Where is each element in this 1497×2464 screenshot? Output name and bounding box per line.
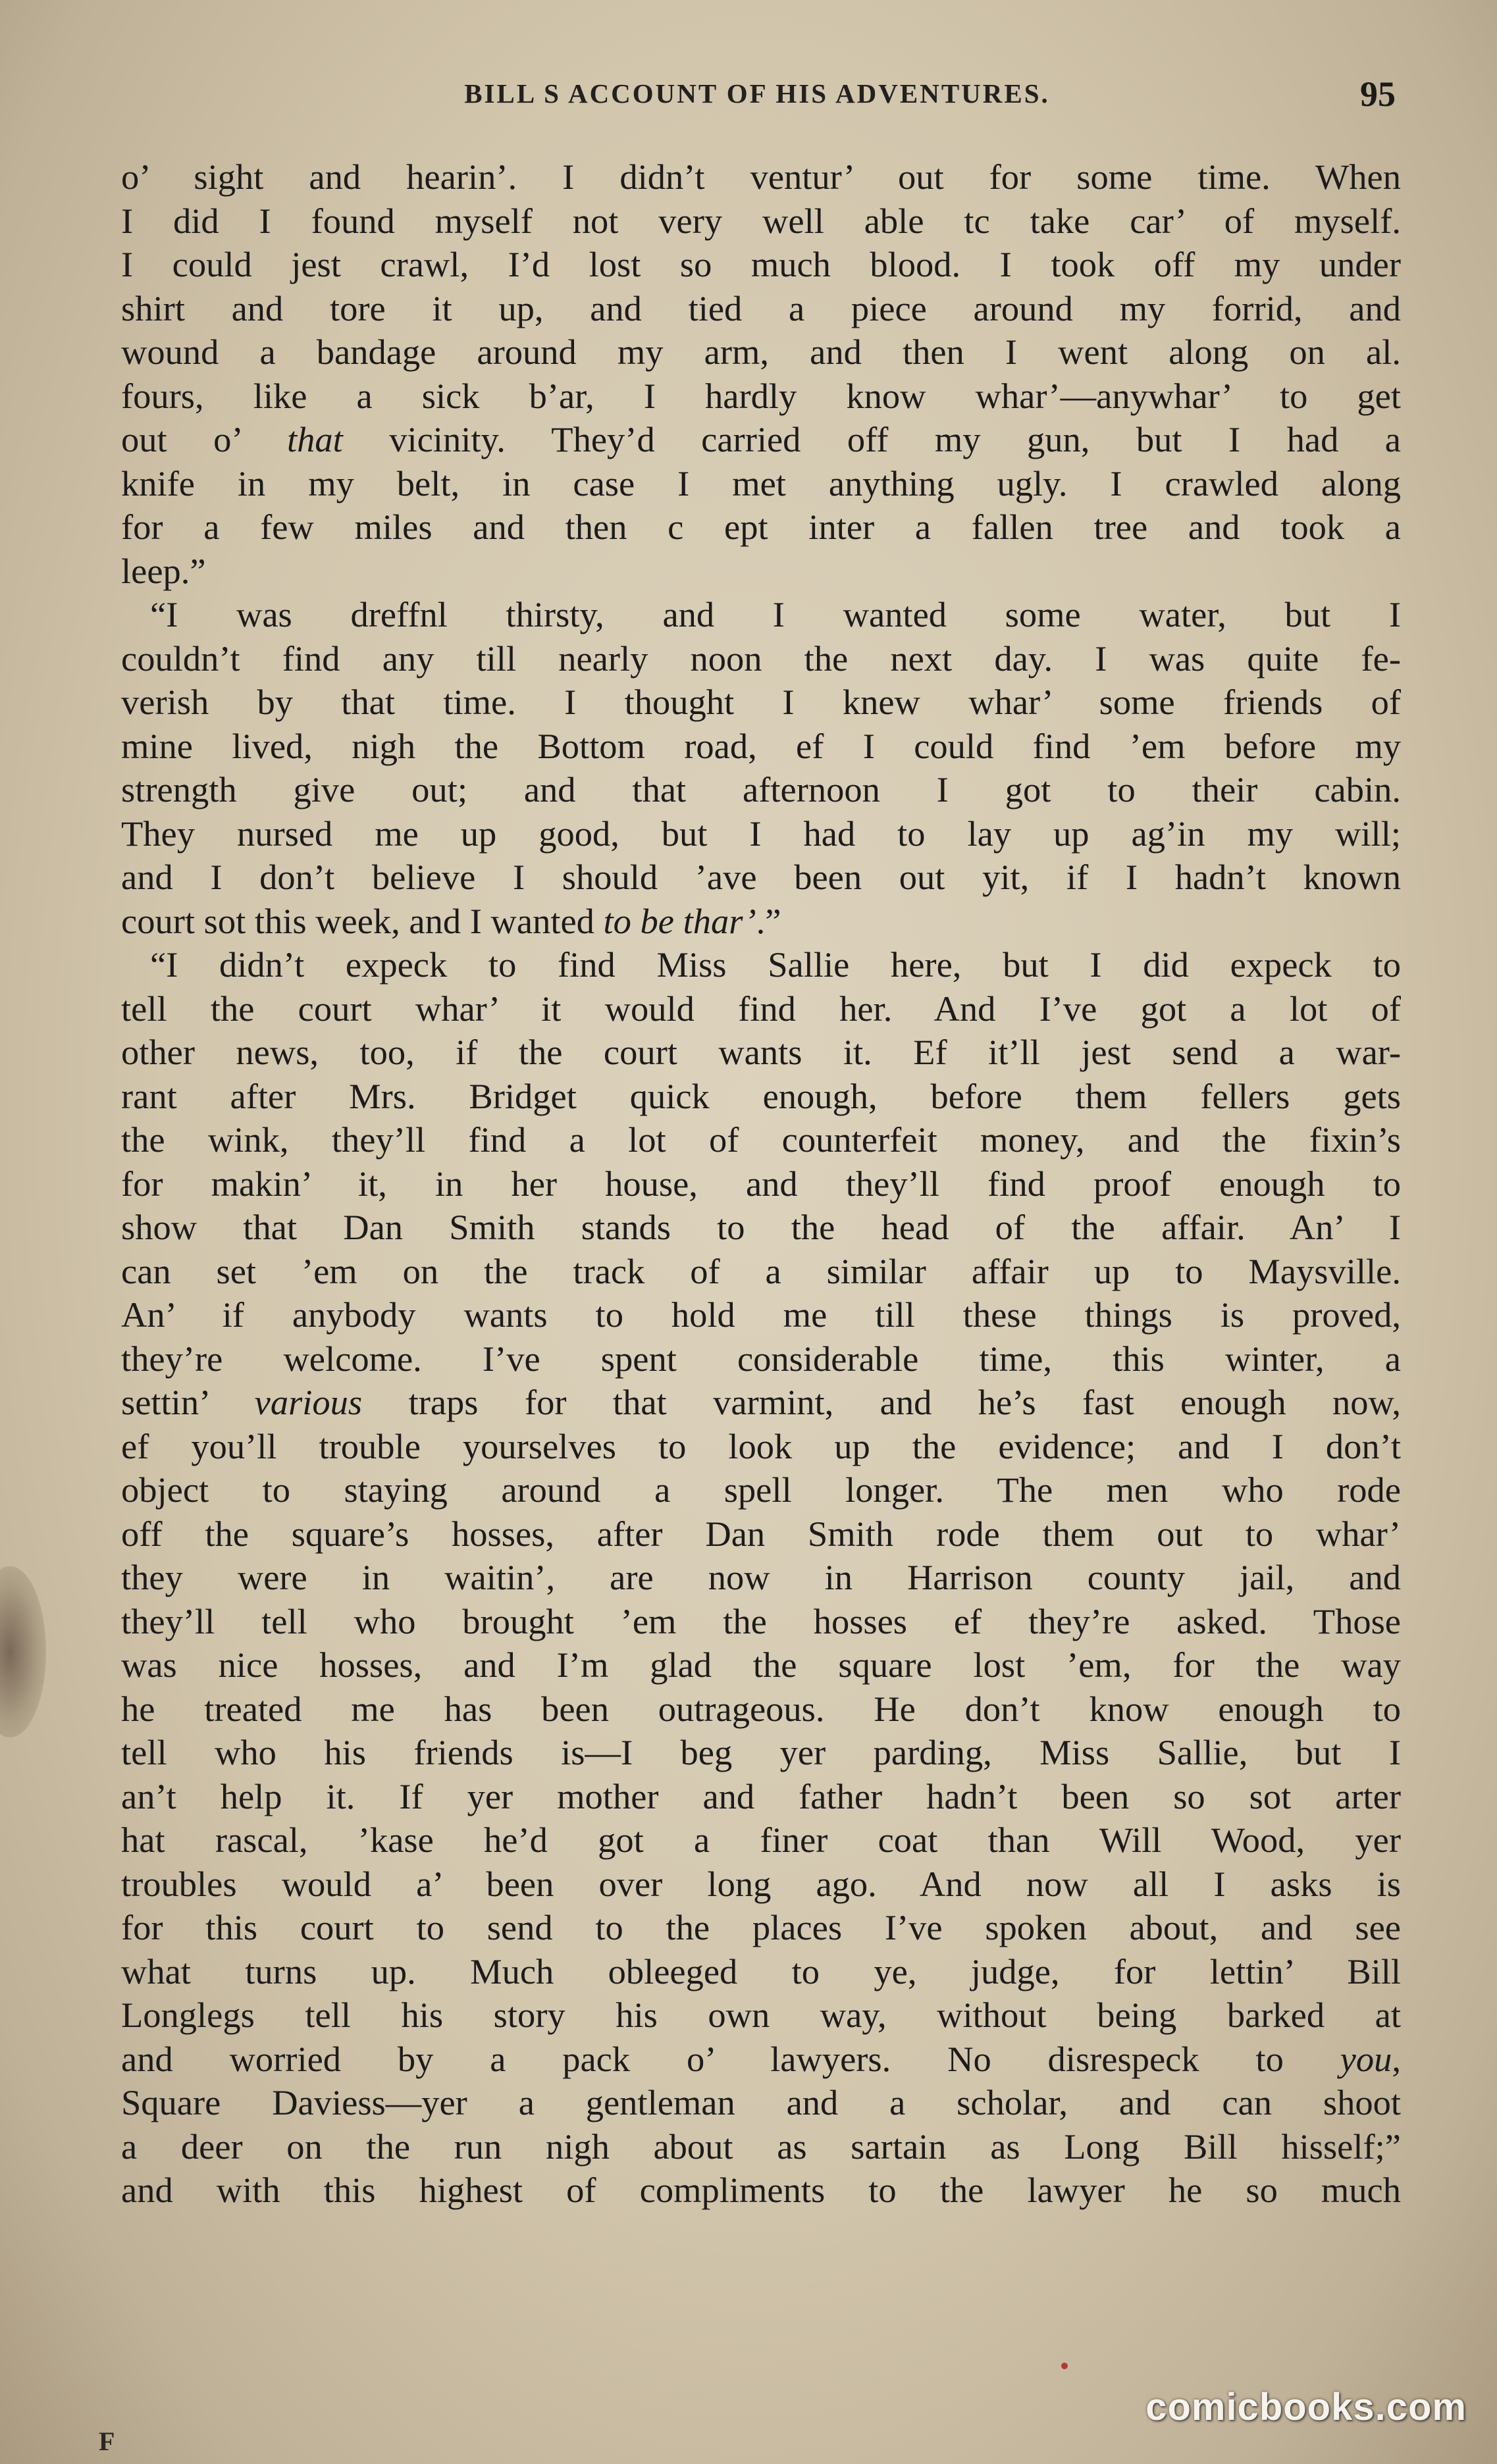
- text-segment: I could jest crawl, I’d lost so much blood. I took off my under: [121, 244, 1401, 284]
- text-segment: strength give out; and that afternoon I got to their cabin.: [121, 769, 1401, 809]
- page-number: 95: [1360, 74, 1396, 114]
- text-segment: “I was dreffnl thirsty, and I wanted some water, but I: [150, 594, 1401, 634]
- text-segment: for a few miles and then c ept inter a fallen tree and took a: [121, 507, 1401, 547]
- text-segment: can set ’em on the track of a similar affair up to Maysville.: [121, 1250, 1401, 1291]
- text-line: [121, 725, 1401, 769]
- text-segment: fours, like a sick b’ar, I hardly know whar’—anywhar’ to get: [121, 375, 1401, 416]
- text-line: [121, 1031, 1401, 1075]
- text-segment: was nice hosses, and I’m glad the square lost ’em, for the way: [121, 1645, 1401, 1685]
- text-line: [121, 1731, 1401, 1775]
- text-segment: and I don’t believe I should ’ave been out yit, if I hadn’t known: [121, 857, 1401, 897]
- text-segment: other news, too, if the court wants it. Ef it’ll jest send a war-: [121, 1032, 1401, 1072]
- italic-text: various: [254, 1382, 363, 1422]
- text-segment: and with this highest of compliments to the lawyer he so much: [121, 2170, 1401, 2210]
- text-line: [121, 374, 1401, 419]
- text-segment: ef you’ll trouble yourselves to look up the evidence; and I don’t: [121, 1425, 1401, 1466]
- text-line: [121, 243, 1401, 287]
- italic-text: you: [1340, 2038, 1392, 2079]
- text-segment: for makin’ it, in her house, and they’ll find proof enough to: [121, 1163, 1401, 1204]
- text-segment: tell the court whar’ it would find her. And I’ve got a lot of: [121, 988, 1401, 1029]
- text-segment: shirt and tore it up, and tied a piece around my forrid, and: [121, 288, 1401, 328]
- text-segment: They nursed me up good, but I had to lay up ag’in my will;: [121, 813, 1401, 854]
- text-segment: troubles would a’ been over long ago. And now all I asks is: [121, 1863, 1401, 1904]
- text-line: [121, 505, 1401, 550]
- text-line: [121, 2169, 1401, 2213]
- text-segment: traps for that varmint, and he’s fast enough now,: [362, 1382, 1401, 1422]
- text-segment: show that Dan Smith stands to the head of the affair. An’ I: [121, 1207, 1401, 1247]
- text-segment: o’ sight and hearin’. I didn’t ventur’ out for some time. When: [121, 157, 1401, 197]
- text-segment: tell who his friends is—I beg yer parding, Miss Sallie, but I: [121, 1732, 1401, 1772]
- text-segment: an’t help it. If yer mother and father hadn’t been so sot arter: [121, 1776, 1401, 1816]
- running-head: BILL S ACCOUNT OF HIS ADVENTURES.: [464, 78, 1050, 109]
- text-line: [121, 593, 1401, 637]
- text-segment: leep.”: [121, 550, 206, 591]
- text-segment: a deer on the run nigh about as sartain as Long Bill hisself;”: [121, 2126, 1401, 2167]
- text-line: [121, 1118, 1401, 1162]
- text-line: [121, 1906, 1401, 1950]
- text-segment: hat rascal, ’kase he’d got a finer coat than Will Wood, yer: [121, 1820, 1401, 1860]
- text-segment: they’re welcome. I’ve spent considerable time, this winter, a: [121, 1338, 1401, 1379]
- italic-text: to be thar’: [603, 900, 756, 941]
- text-line: [121, 1250, 1401, 1294]
- text-line: [121, 1993, 1401, 2038]
- text-line: [121, 637, 1401, 681]
- text-line: [121, 900, 1401, 944]
- text-line: [121, 1512, 1401, 1556]
- text-line: [121, 418, 1401, 462]
- text-segment: mine lived, nigh the Bottom road, ef I could find ’em before my: [121, 725, 1401, 766]
- text-line: [121, 1818, 1401, 1862]
- text-segment: ,: [1392, 2038, 1401, 2079]
- text-line: [121, 330, 1401, 374]
- body-text: [121, 155, 1401, 2213]
- text-segment: couldn’t find any till nearly noon the next day. I was quite fe-: [121, 638, 1401, 679]
- text-segment: I did I found myself not very well able tc take car’ of myself.: [121, 200, 1401, 241]
- text-line: [121, 856, 1401, 900]
- text-line: [121, 1075, 1401, 1119]
- text-line: [121, 987, 1401, 1031]
- text-line: [121, 812, 1401, 856]
- text-line: [121, 768, 1401, 812]
- text-line: [121, 462, 1401, 506]
- page-header: [118, 74, 1396, 130]
- text-segment: settin’: [121, 1382, 255, 1422]
- text-line: [121, 1162, 1401, 1206]
- text-segment: they were in waitin’, are now in Harrison county jail, and: [121, 1557, 1401, 1597]
- text-line: [121, 199, 1401, 244]
- text-line: [121, 1468, 1401, 1512]
- text-segment: vicinity. They’d carried off my gun, but I had a: [342, 419, 1401, 459]
- text-line: [121, 287, 1401, 331]
- text-line: [121, 1293, 1401, 1337]
- text-segment: Longlegs tell his story his own way, without being barked at: [121, 1995, 1401, 2035]
- text-line: [121, 1337, 1401, 1381]
- text-line: [121, 2081, 1401, 2125]
- text-segment: what turns up. Much obleeged to ye, judge, for lettin’ Bill: [121, 1951, 1401, 1991]
- text-segment: court sot this week, and I wanted: [121, 900, 604, 941]
- text-segment: they’ll tell who brought ’em the hosses ef they’re asked. Those: [121, 1601, 1401, 1641]
- text-line: [121, 2125, 1401, 2169]
- text-line: [121, 680, 1401, 725]
- ink-spot: [1061, 2363, 1068, 2369]
- text-line: [121, 550, 1401, 594]
- text-line: [121, 1381, 1401, 1425]
- text-segment: object to staying around a spell longer. The men who rode: [121, 1470, 1401, 1510]
- text-segment: and worried by a pack o’ lawyers. No disrespeck to: [121, 2038, 1340, 2079]
- text-segment: wound a bandage around my arm, and then I went along on al.: [121, 332, 1401, 372]
- signature-mark: F: [99, 2426, 115, 2456]
- text-segment: rant after Mrs. Bridget quick enough, before them fellers gets: [121, 1075, 1401, 1116]
- text-line: [121, 2038, 1401, 2082]
- text-segment: off the square’s hosses, after Dan Smith rode them out to whar’: [121, 1513, 1401, 1554]
- text-segment: for this court to send to the places I’ve spoken about, and see: [121, 1907, 1401, 1947]
- text-line: [121, 1556, 1401, 1600]
- text-segment: out o’: [121, 419, 287, 459]
- text-line: [121, 1600, 1401, 1644]
- text-segment: verish by that time. I thought I knew whar’ some friends of: [121, 682, 1401, 722]
- text-line: [121, 1775, 1401, 1819]
- page-stain: [0, 1566, 46, 1737]
- text-line: [121, 943, 1401, 987]
- text-segment: “I didn’t expeck to find Miss Sallie here, but I did expeck to: [150, 944, 1401, 985]
- text-segment: Square Daviess—yer a gentleman and a scholar, and can shoot: [121, 2082, 1401, 2122]
- text-segment: the wink, they’ll find a lot of counterfeit money, and the fixin’s: [121, 1119, 1401, 1160]
- text-line: [121, 1206, 1401, 1250]
- text-segment: he treated me has been outrageous. He don’t know enough to: [121, 1688, 1401, 1729]
- text-segment: knife in my belt, in case I met anything ugly. I crawled along: [121, 463, 1401, 503]
- text-line: [121, 1950, 1401, 1994]
- text-segment: An’ if anybody wants to hold me till these things is proved,: [121, 1295, 1401, 1335]
- italic-text: that: [286, 419, 343, 459]
- text-line: [121, 1425, 1401, 1469]
- text-line: [121, 1643, 1401, 1687]
- text-line: [121, 1862, 1401, 1907]
- watermark: comicbooks.com: [1145, 2386, 1467, 2428]
- text-line: [121, 1687, 1401, 1732]
- text-segment: .”: [756, 900, 781, 941]
- text-line: [121, 155, 1401, 199]
